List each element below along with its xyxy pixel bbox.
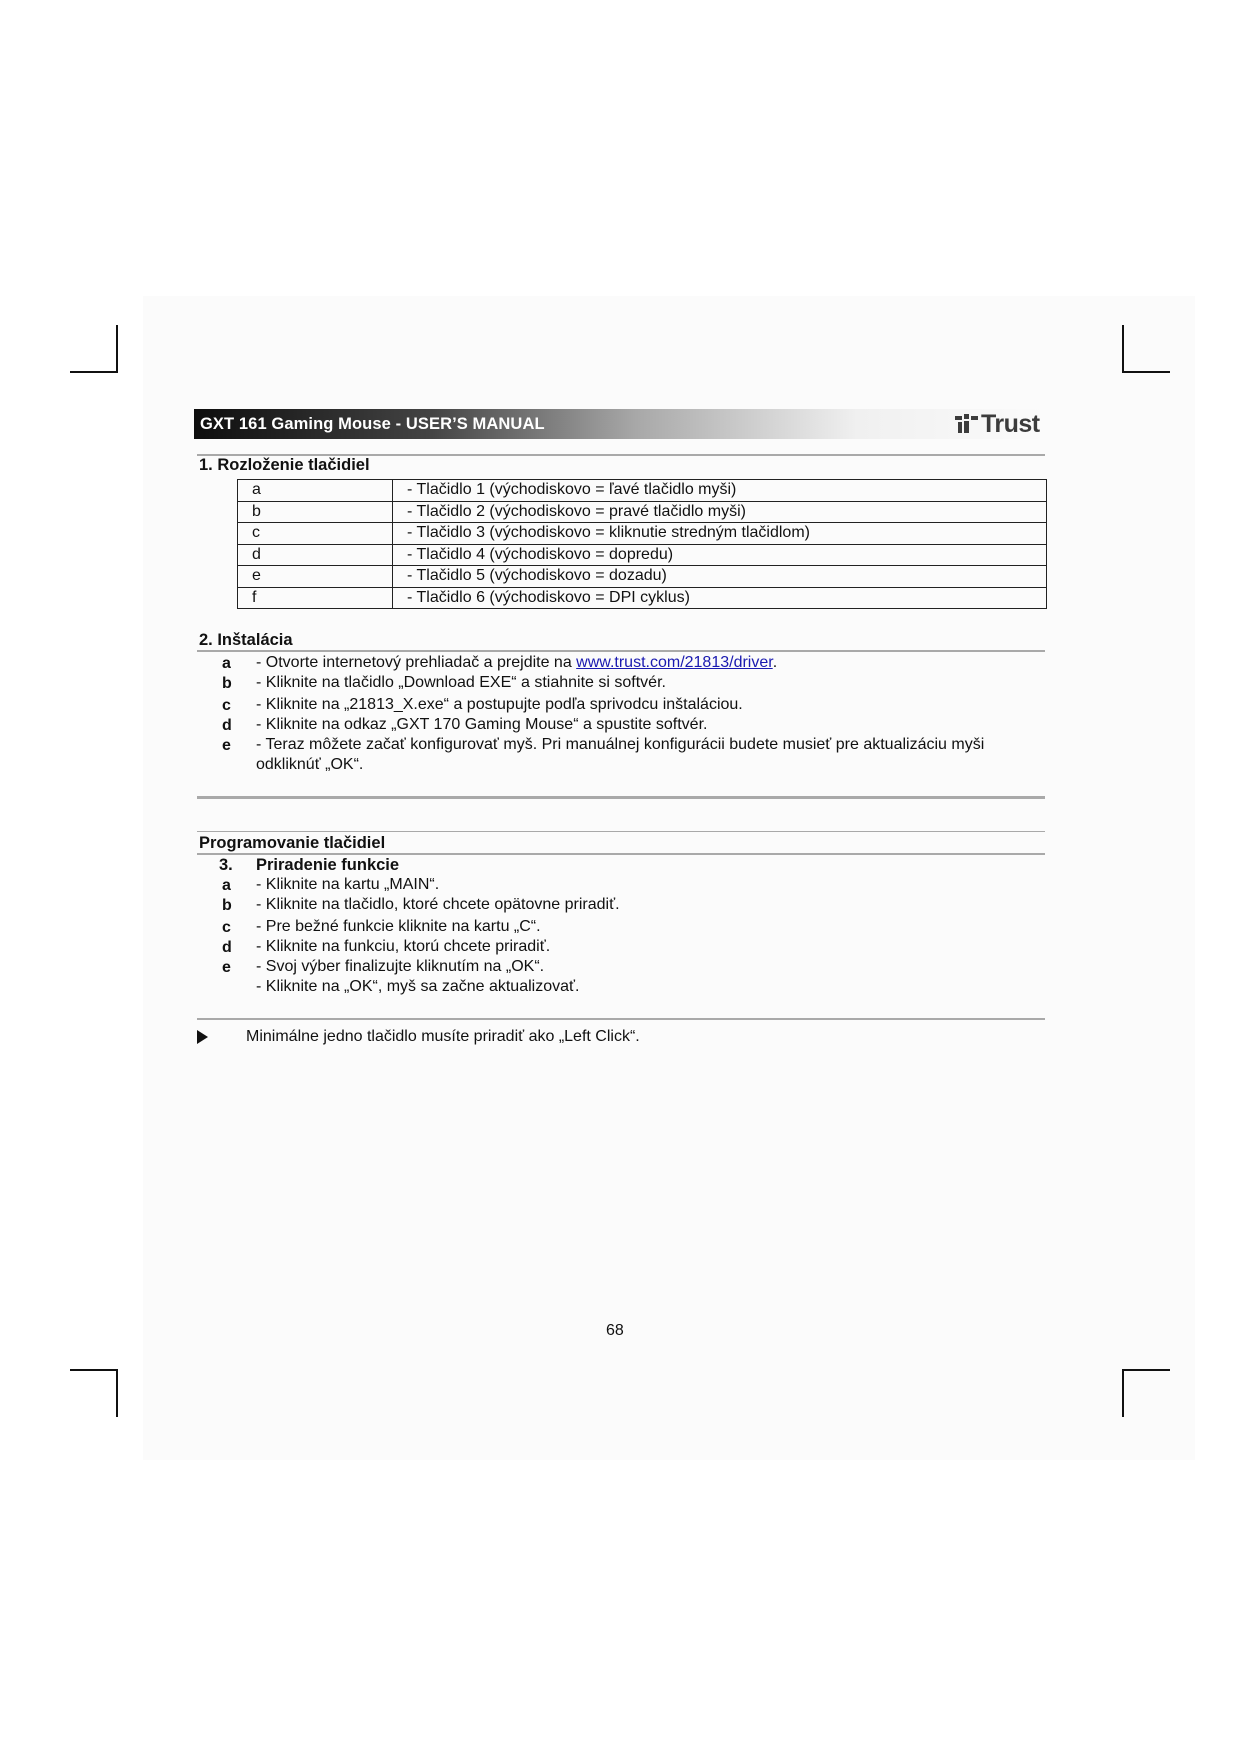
button-key-cell: f	[238, 587, 393, 609]
button-desc-cell: - Tlačidlo 3 (východiskovo = kliknutie stredným tlačidlom)	[393, 523, 1047, 545]
button-desc-cell: - Tlačidlo 2 (východiskovo = pravé tlačidlo myši)	[393, 501, 1047, 523]
table-row	[238, 480, 1047, 502]
driver-link[interactable]: www.trust.com/21813/driver	[576, 654, 773, 671]
list-key: c	[222, 697, 231, 714]
list-key: c	[222, 919, 231, 936]
list-key: e	[222, 959, 231, 976]
button-desc-cell: - Tlačidlo 1 (východiskovo = ľavé tlačidlo myši)	[393, 480, 1047, 502]
list-item: - Otvorte internetový prehliadač a prejdite na www.trust.com/21813/driver.	[256, 654, 778, 671]
table-row	[238, 566, 1047, 588]
section-title-layout: 1. Rozloženie tlačidiel	[199, 456, 370, 474]
page-number: 68	[606, 1322, 624, 1339]
button-key-cell: e	[238, 566, 393, 588]
list-key: d	[222, 939, 232, 956]
button-desc-cell: - Tlačidlo 5 (východiskovo = dozadu)	[393, 566, 1047, 588]
section-title-programming: Programovanie tlačidiel	[199, 834, 386, 852]
table-row	[238, 501, 1047, 523]
button-key-cell: b	[238, 501, 393, 523]
button-key-cell: d	[238, 544, 393, 566]
button-key-cell: a	[238, 480, 393, 502]
list-item: - Svoj výber finalizujte kliknutím na „OK“.	[256, 958, 545, 975]
list-item: - Teraz môžete začať konfigurovať myš. Pri manuálnej konfigurácii budete musieť pre aktualizáciu myši	[256, 736, 985, 753]
play-arrow-icon	[197, 1030, 208, 1044]
button-layout-table	[237, 479, 1047, 609]
list-key: e	[222, 737, 231, 754]
manual-title: GXT 161 Gaming Mouse - USER’S MANUAL	[200, 415, 545, 433]
table-row	[238, 587, 1047, 609]
list-item: - Pre bežné funkcie kliknite na kartu „C“.	[256, 918, 541, 935]
list-item: - Kliknite na odkaz „GXT 170 Gaming Mouse“ a spustite softvér.	[256, 716, 708, 733]
list-item: - Kliknite na „21813_X.exe“ a postupujte podľa sprivodcu inštaláciou.	[256, 696, 743, 713]
divider	[197, 853, 1045, 855]
list-item: - Kliknite na tlačidlo, ktoré chcete opätovne priradiť.	[256, 896, 620, 913]
table-row	[238, 544, 1047, 566]
trust-mark-icon	[955, 413, 979, 435]
logo-text: Trust	[981, 409, 1040, 438]
divider	[197, 796, 1045, 799]
divider	[197, 650, 1045, 652]
subsection-number: 3.	[219, 856, 233, 874]
subsection-title: Priradenie funkcie	[256, 856, 400, 874]
list-item: - Kliknite na tlačidlo „Download EXE“ a stiahnite si softvér.	[256, 674, 666, 691]
section-title-install: 2. Inštalácia	[199, 631, 293, 649]
divider	[197, 1018, 1045, 1020]
list-key: b	[222, 897, 232, 914]
divider	[197, 831, 1045, 832]
button-desc-cell: - Tlačidlo 6 (východiskovo = DPI cyklus)	[393, 587, 1047, 609]
note-text: Minimálne jedno tlačidlo musíte priradiť ako „Left Click“.	[246, 1028, 640, 1045]
table-row	[238, 523, 1047, 545]
list-item: - Kliknite na „OK“, myš sa začne aktualizovať.	[256, 978, 580, 995]
list-key: d	[222, 717, 232, 734]
list-key: a	[222, 877, 231, 894]
list-key: b	[222, 675, 232, 692]
list-item-continued: odkliknúť „OK“.	[256, 756, 364, 773]
button-desc-cell: - Tlačidlo 4 (východiskovo = dopredu)	[393, 544, 1047, 566]
list-item: - Kliknite na kartu „MAIN“.	[256, 876, 440, 893]
list-item: - Kliknite na funkciu, ktorú chcete priradiť.	[256, 938, 551, 955]
button-key-cell: c	[238, 523, 393, 545]
list-key: a	[222, 655, 231, 672]
brand-logo	[955, 411, 1040, 437]
